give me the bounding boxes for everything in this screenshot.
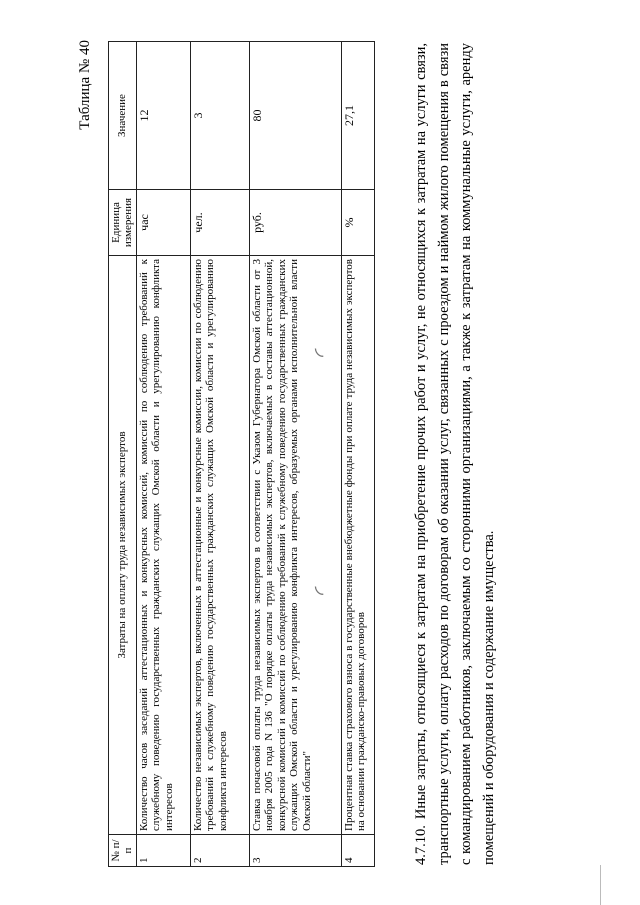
- row-cost-name: Количество независимых экспертов, включенных в аттестационные и конкурсные комиссии, комиссии по соблюдению требований к служебному поведению государственных гражданских служащих Омской области и урегулированию конфликта интересов: [190, 256, 249, 835]
- table-header-row: [109, 42, 137, 867]
- row-number: 3: [249, 835, 341, 867]
- binder-hole-mark: ◜: [310, 586, 335, 595]
- row-number: 2: [190, 835, 249, 867]
- row-unit: час: [136, 190, 190, 256]
- expert-costs-table: [108, 41, 375, 867]
- row-unit: руб.: [249, 190, 341, 256]
- row-cost-name: Процентная ставка страхового взноса в государственные внебюджетные фонды при оплате труда независимых экспертов на основании гражданско-правовых договоров: [341, 256, 374, 835]
- row-value: 27,1: [341, 42, 374, 190]
- table-row: [249, 42, 341, 867]
- header-cost-name: Затраты на оплату труда независимых экспертов: [109, 256, 137, 835]
- row-cost-name: Ставка почасовой оплаты труда независимых экспертов в соответствии с Указом Губернатора Омской области от 3 ноября 2005 года N 136 "О порядке оплаты труда независимых экспертов, включаемых в составы аттестационной, конкурсной комиссий и комиссий по соблюдению требований к служебному поведению государственных гражданских служащих Омской области и урегулированию конфликта интересов, образуемых органами исполнительной власти Омской области": [249, 256, 341, 835]
- row-number: 1: [136, 835, 190, 867]
- row-number: 4: [341, 835, 374, 867]
- header-value: Значение: [109, 42, 137, 190]
- row-cost-name: Количество часов заседаний аттестационных и конкурсных комиссий, комиссий по соблюдению требований к служебному поведению государственных гражданских служащих Омской области и урегулированию конфликта интересов: [136, 256, 190, 835]
- table-row: [136, 42, 190, 867]
- paragraph-text: Иные затраты, относящиеся к затратам на приобретение прочих работ и услуг, не относящихся к затратам на услуги связи, транспортные услуги, оплату расходов по договорам об оказании услуг, связанных с проездом и наймом жилого помещения в связи с командированием работников, заключаемым со сторонними организациями, а также к затратам на коммунальные услуги, аренду помещений и оборудования и содержание имущества.: [413, 43, 497, 865]
- row-value: 3: [190, 42, 249, 190]
- row-value: 80: [249, 42, 341, 190]
- scan-edge-line: [600, 865, 601, 905]
- table-caption: Таблица № 40: [77, 40, 93, 130]
- row-unit: чел.: [190, 190, 249, 256]
- table-row: [190, 42, 249, 867]
- header-unit: Единица измерения: [109, 190, 137, 256]
- section-paragraph: [410, 43, 500, 865]
- paragraph-number: 4.7.10.: [413, 825, 429, 865]
- header-number: № п/п: [109, 835, 137, 867]
- row-value: 12: [136, 42, 190, 190]
- binder-hole-mark: ◜: [310, 348, 335, 357]
- row-unit: %: [341, 190, 374, 256]
- table-row: [341, 42, 374, 867]
